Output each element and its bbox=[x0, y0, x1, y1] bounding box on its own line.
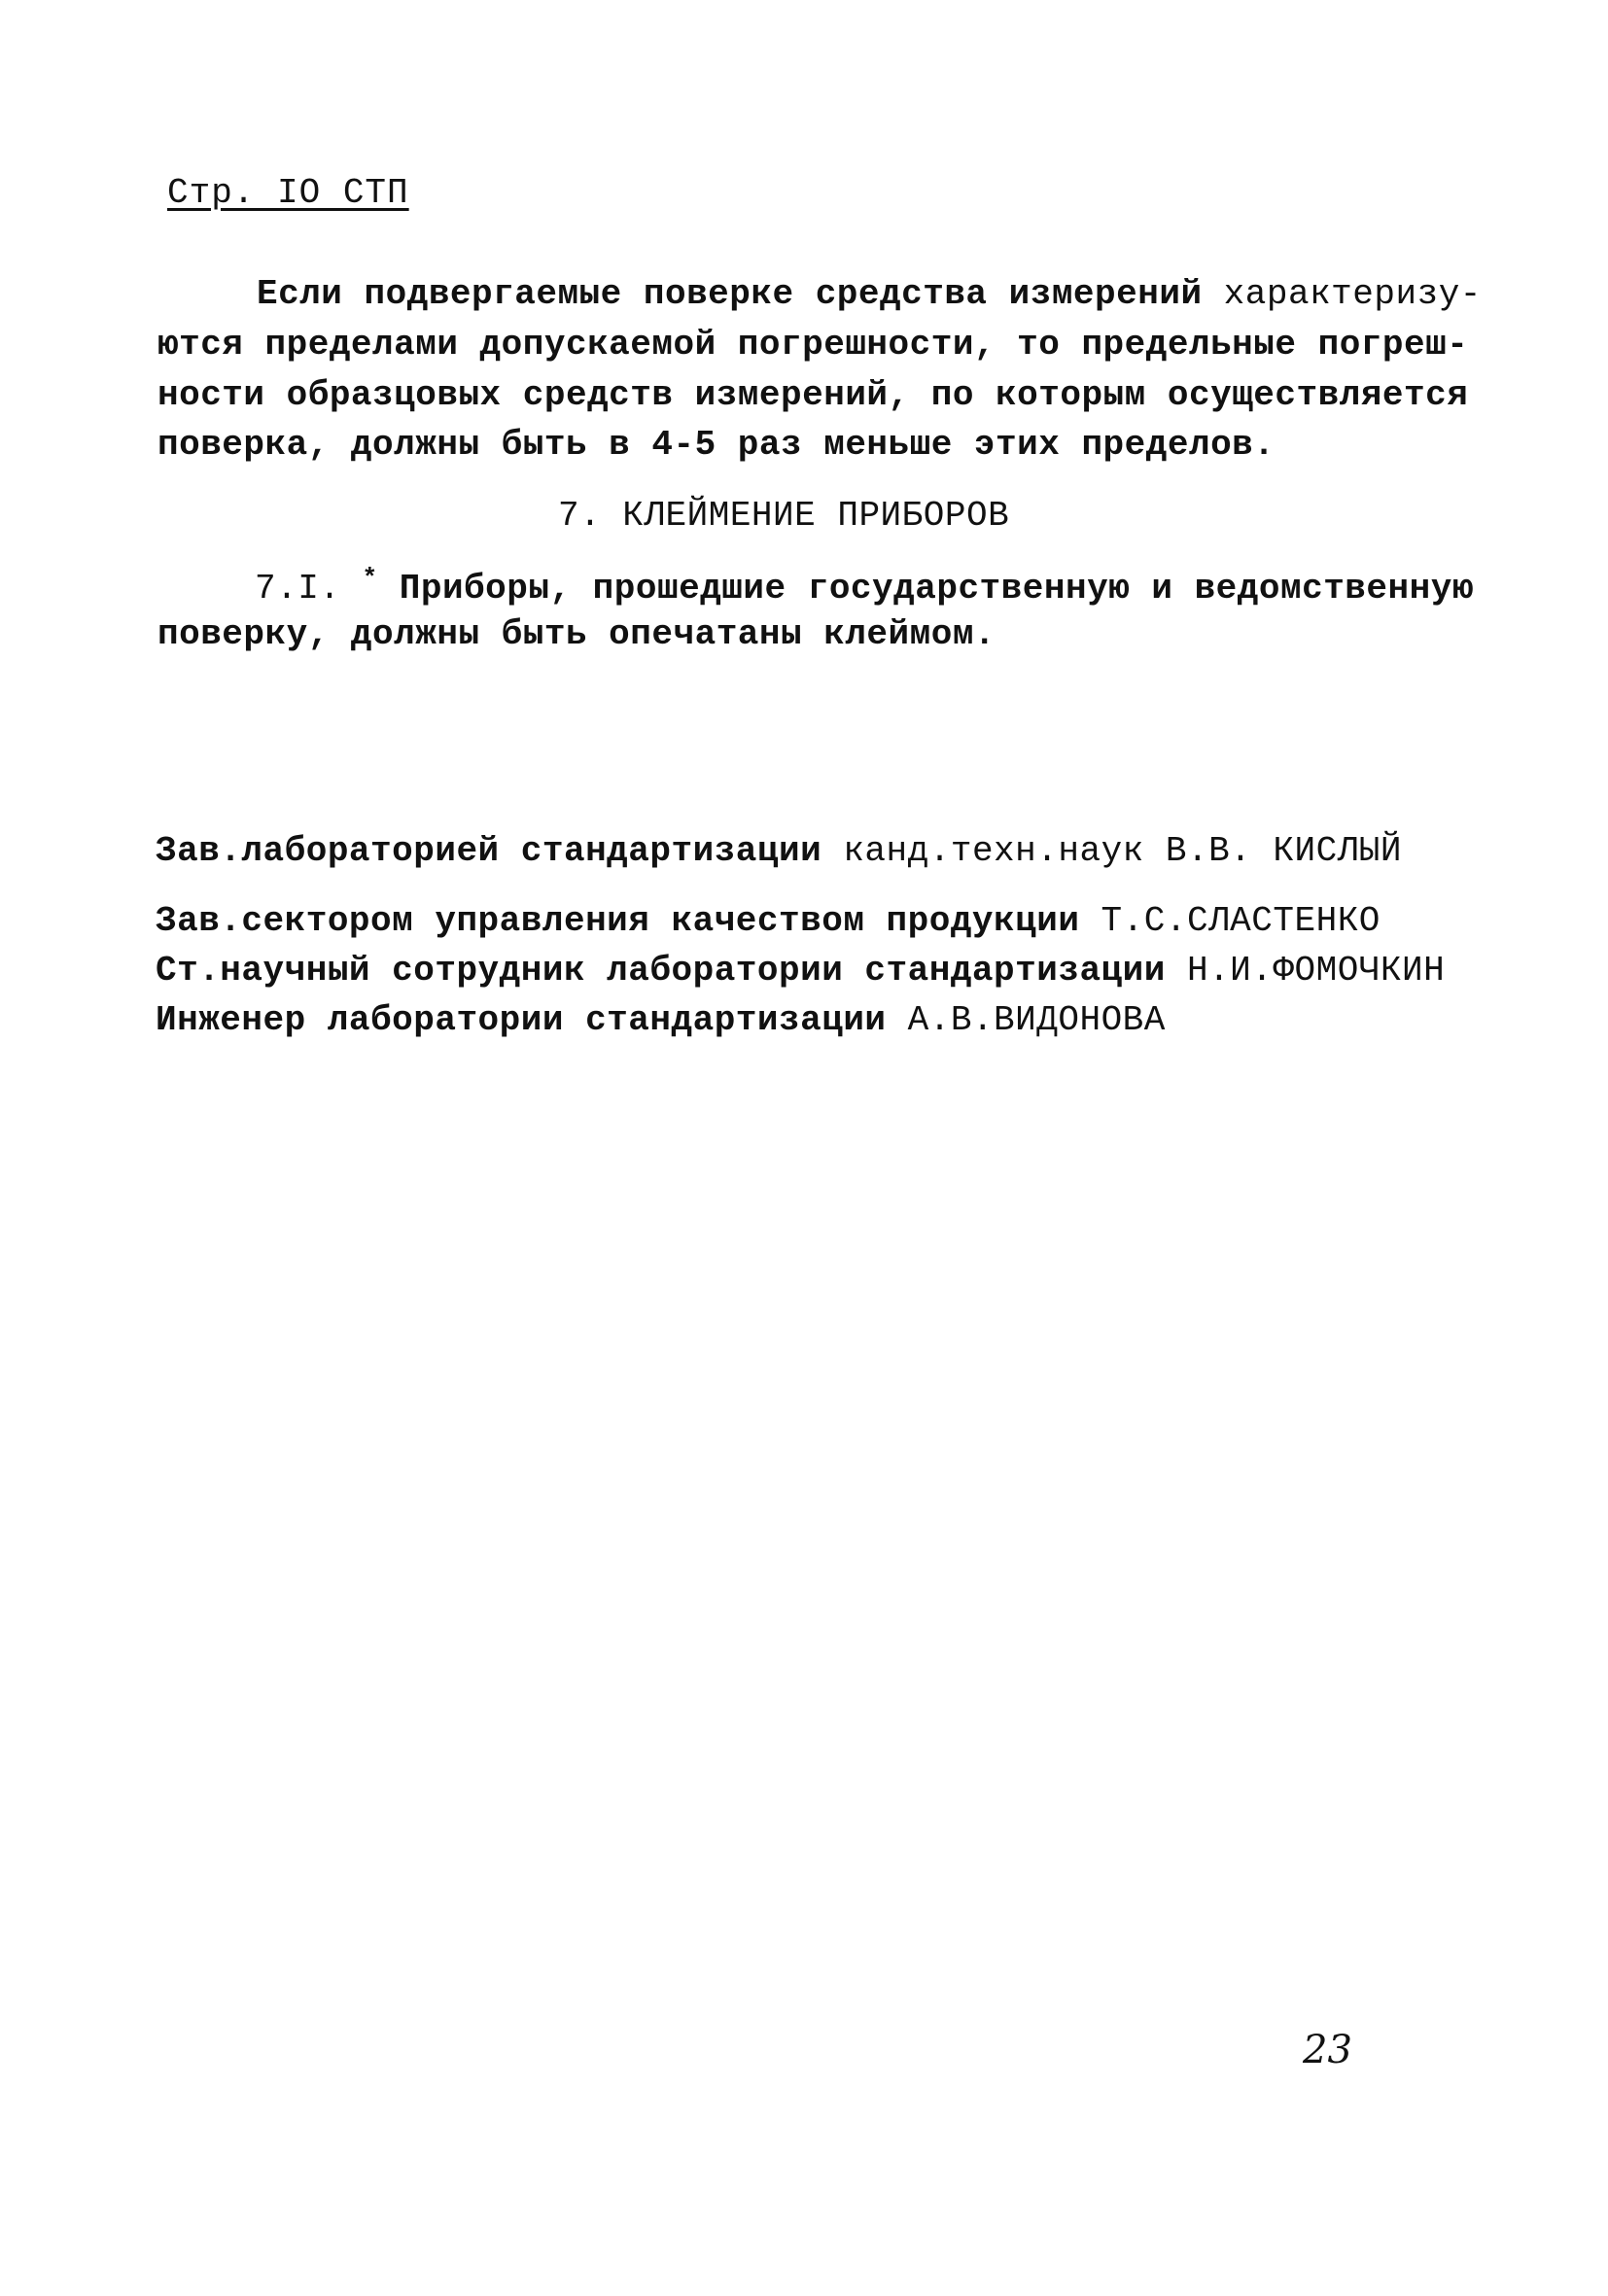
signatory-name: Т.С.СЛАСТЕНКО bbox=[1079, 901, 1381, 941]
paragraph-2-line-1 bbox=[255, 564, 1474, 609]
signatory-role: Зав.сектором управления качеством продукции bbox=[156, 901, 1080, 941]
signatory-role: Инженер лаборатории стандартизации bbox=[156, 1000, 887, 1040]
signatory-role: Зав.лабораторией стандартизации bbox=[156, 831, 822, 871]
page-header: Стр. IO СТП bbox=[167, 173, 409, 213]
paragraph-2-line-1-text: Приборы, прошедшие государственную и ведомственную bbox=[399, 569, 1474, 609]
paragraph-1-line-2: ются пределами допускаемой погрешности, то предельные погреш- bbox=[157, 325, 1469, 365]
signatory-name: канд.техн.наук В.В. КИСЛЫЙ bbox=[821, 831, 1403, 871]
clause-number: 7.I. bbox=[255, 569, 341, 609]
signatory-1 bbox=[156, 831, 1402, 871]
page-number: 23 bbox=[1303, 2028, 1352, 2072]
section-title: 7. КЛЕЙМЕНИЕ ПРИБОРОВ bbox=[558, 496, 1010, 536]
signatory-name: Н.И.ФОМОЧКИН bbox=[1165, 951, 1446, 991]
paragraph-1-line-4: поверка, должны быть в 4-5 раз меньше этих пределов. bbox=[157, 425, 1276, 465]
paragraph-1-line-1-bold: Если подвергаемые поверке средства измерений bbox=[257, 274, 1203, 314]
signatory-name: А.В.ВИДОНОВА bbox=[886, 1000, 1166, 1040]
signatory-2 bbox=[156, 901, 1381, 941]
paragraph-1-line-3: ности образцовых средств измерений, по которым осуществляется bbox=[157, 375, 1469, 415]
signatory-4 bbox=[156, 1000, 1166, 1040]
signatory-role: Ст.научный сотрудник лаборатории стандартизации bbox=[156, 951, 1166, 991]
paragraph-1-line-1-normal: характеризу- bbox=[1202, 274, 1482, 314]
asterisk-mark: * bbox=[362, 564, 378, 593]
signatory-3 bbox=[156, 951, 1445, 991]
paragraph-1-line-1 bbox=[257, 274, 1482, 314]
paragraph-2-line-2: поверку, должны быть опечатаны клеймом. bbox=[157, 614, 996, 654]
